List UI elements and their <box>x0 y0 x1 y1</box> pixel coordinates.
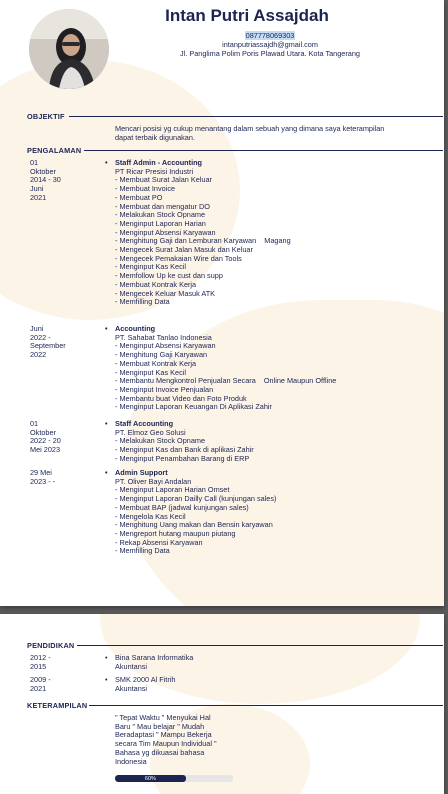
date-line: 01 <box>30 158 39 167</box>
job-title: • Staff Admin - Accounting <box>115 159 435 168</box>
duty-item: - Membuat dan mengatur DO <box>115 201 210 211</box>
section-title: PENDIDIKAN <box>27 640 75 650</box>
email-address[interactable]: intanputriassajdh@gmail.com <box>222 40 318 49</box>
job-date <box>30 469 100 486</box>
date-line: 2012 - <box>30 653 51 662</box>
duty-item: - Menginput Penambahan Barang di ERP <box>115 453 250 463</box>
job-title: • Accounting <box>115 325 435 334</box>
skills-line: Baru " Mau belajar " Mudah <box>115 721 205 731</box>
school-name: • Bina Sarana Informatika <box>115 654 435 663</box>
job-title: • Staff Accounting <box>115 420 435 429</box>
job-date <box>30 325 100 360</box>
education-entry <box>115 676 435 693</box>
major: Akuntansi <box>115 661 148 671</box>
duty-item: - Menginput Laporan Harian <box>115 218 206 228</box>
duty-item: - Menginput Kas Kecil <box>115 262 186 272</box>
duty-item: - Menginput Absensi Karyawan <box>115 341 216 351</box>
home-address: Jl. Panglima Polim Poris Plawad Utara. Kota Tangerang <box>180 49 360 58</box>
date-line: 29 Mei <box>30 468 52 477</box>
section-experience <box>27 145 81 155</box>
duty-item: - Membuat PO <box>115 192 163 202</box>
date-line: 2021 <box>30 683 47 693</box>
duty-item: - Melakukan Stock Opname <box>115 210 206 220</box>
objective-line: Mencari posisi yg cukup menantang dalam sebuah yang dimana saya keterampilan <box>115 124 385 133</box>
job-date <box>30 159 100 203</box>
date-line: 2014 - 30 <box>30 175 61 185</box>
duty-item: - Menginput Laporan Keuangan Di Aplikasi Zahir <box>115 402 272 412</box>
duty-item: - Membantu Mengkontrol Penjualan Secara Online Maupun Offline <box>115 376 337 386</box>
objective-line: dapat terbaik digunakan. <box>115 132 195 142</box>
section-title: KETERAMPILAN <box>27 700 88 710</box>
skill-level-fill <box>115 775 186 782</box>
phone-number[interactable]: 087778069303 <box>245 31 295 40</box>
duty-item: - Rekap Absensi Karyawan <box>115 537 203 547</box>
date-line: Mei 2023 <box>30 445 61 455</box>
date-line: Juni <box>30 324 44 333</box>
section-title: OBJEKTIF <box>27 111 65 121</box>
job-entry <box>115 159 435 307</box>
company-name: PT. Oliver Bayi Andalan <box>115 476 192 486</box>
duty-item: - Membuat BAP (jadwal kunjungan sales) <box>115 502 249 512</box>
company-name: PT Ricar Presisi Industri <box>115 166 194 176</box>
skill-level-bar <box>115 775 233 782</box>
section-objective <box>27 111 65 121</box>
skill-level-label: 60% <box>144 775 156 782</box>
date-line: Oktober <box>30 427 56 437</box>
skills-text <box>115 714 245 766</box>
skills-line: " Tepat Waktu " Menyukai Hal <box>115 713 211 722</box>
education-date <box>30 676 100 693</box>
duty-item: - Mengecek Pemakaian Wire dan Tools <box>115 253 242 263</box>
date-line: 2023 - - <box>30 476 56 486</box>
duty-item: - Menginput Laporan Harian Omset <box>115 485 230 495</box>
duty-item: - Memfollow Up ke cust dan supp <box>115 271 223 281</box>
duty-item: - Menginput Kas dan Bank di aplikasi Zahir <box>115 445 254 455</box>
duty-item: - Menginput Laporan Dailly Call (kunjungan sales) <box>115 494 277 504</box>
skills-line: Beradaptasi " Mampu Bekerja <box>115 730 212 740</box>
divider <box>77 645 443 646</box>
duty-item: - Membuat Invoice <box>115 184 176 194</box>
date-line: 2021 <box>30 192 47 202</box>
school-name: • SMK 2000 Al Fitrih <box>115 676 435 685</box>
date-line: 2022 - <box>30 332 51 342</box>
skills-line: Bahasa yg dikuasai bahasa <box>115 747 205 757</box>
duty-item: - Membuat Surat Jalan Keluar <box>115 175 212 185</box>
education-entry <box>115 654 435 671</box>
company-name: PT. Sahabat Tanlao Indonesia <box>115 332 212 342</box>
duty-item: - Memfilling Data <box>115 297 170 307</box>
job-entry <box>115 469 435 556</box>
objective-text <box>115 125 435 142</box>
duty-item: - Membantu buat Video dan Foto Produk <box>115 393 247 403</box>
education-date <box>30 654 100 671</box>
date-line: September <box>30 341 66 351</box>
section-skills <box>27 700 87 710</box>
job-entry <box>115 420 435 464</box>
date-line: 2022 <box>30 350 47 360</box>
date-line: Juni <box>30 184 44 194</box>
divider <box>69 116 443 117</box>
duty-item: - Melakukan Stock Opname <box>115 436 206 446</box>
divider <box>84 150 443 151</box>
date-line: Oktober <box>30 166 56 176</box>
duty-item: - Menghitung Gaji dan Lemburan Karyawan Magang <box>115 236 291 246</box>
major: Akuntansi <box>115 683 148 693</box>
duty-item: - Menginput Absensi Karyawan <box>115 227 216 237</box>
date-line: 2022 - 20 <box>30 436 61 446</box>
date-line: 2009 - <box>30 675 51 684</box>
duty-item: - Menginput Invoice Penjualan <box>115 384 214 394</box>
job-title: • Admin Support <box>115 469 435 478</box>
duty-item: - Mengreport hutang maupun piutang <box>115 528 236 538</box>
divider <box>89 705 443 706</box>
section-title: PENGALAMAN <box>27 145 82 155</box>
duty-item: - Menghitung Gaji Karyawan <box>115 350 208 360</box>
job-entry <box>115 325 435 412</box>
job-date <box>30 420 100 455</box>
section-education <box>27 640 74 650</box>
duty-item: - Membuat Kontrak Kerja <box>115 358 197 368</box>
duty-item: - Menghitung Uang makan dan Bensin karyawan <box>115 520 273 530</box>
duty-item: - Menginput Kas Kecil <box>115 367 186 377</box>
skills-line: secara Tim Maupun Individual " <box>115 739 217 749</box>
date-line: 2015 <box>30 661 47 671</box>
skills-line: Indonesia <box>115 756 147 766</box>
resume-page-2 <box>0 614 444 794</box>
date-line: 01 <box>30 419 39 428</box>
duty-item: - Mengecek Keluar Masuk ATK <box>115 288 216 298</box>
candidate-name: Intan Putri Assajdah <box>165 6 329 25</box>
company-name: PT. Elmoz Geo Solusi <box>115 427 186 437</box>
duty-item: - Mengecek Surat Jalan Masuk dan Keluar <box>115 245 253 255</box>
contact-block <box>100 31 440 58</box>
duty-item: - Membuat Kontrak Kerja <box>115 279 197 289</box>
duty-item: - Mengelola Kas Kecil <box>115 511 186 521</box>
duty-item: - Memfilling Data <box>115 546 170 556</box>
